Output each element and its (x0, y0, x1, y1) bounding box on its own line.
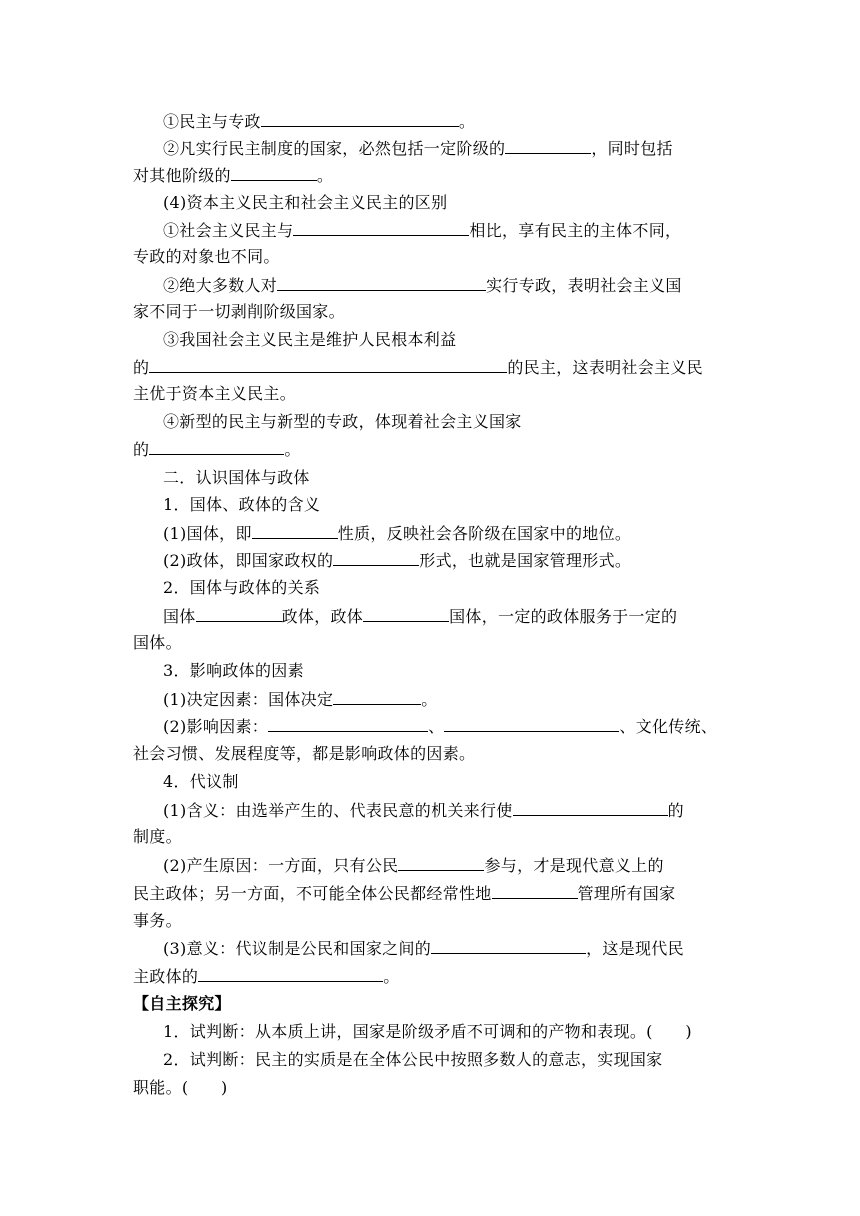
text-line: ③我国社会主义民主是维护人民根本利益 (163, 330, 457, 349)
section-heading: (4)资本主义民主和社会主义民主的区别 (163, 193, 448, 212)
text: 的民主，这表明社会主义民 (507, 358, 703, 377)
text-line: 主优于资本主义民主。 (133, 384, 297, 403)
text: 、 (428, 717, 445, 736)
answer-blank[interactable] (363, 606, 449, 622)
text-line (163, 689, 438, 710)
section-title: 二．认识国体与政体 (163, 468, 310, 487)
text: 。 (458, 112, 476, 131)
text-line: ④新型的民主与新型的专政，体现着社会主义国家 (163, 412, 522, 431)
text-line (133, 883, 675, 904)
answer-blank[interactable] (333, 550, 419, 566)
text: 主政体的 (133, 967, 199, 986)
text-line (163, 855, 664, 876)
answer-blank[interactable] (431, 938, 586, 954)
text: 的 (133, 440, 150, 459)
text: (2)影响因素： (163, 717, 269, 736)
text: 民主政体；另一方面，不可能全体公民都经常性地 (133, 884, 492, 903)
text: 实行专政，表明社会主义国 (486, 276, 682, 295)
text: (3)意义：代议制是公民和国家之间的 (163, 939, 432, 958)
subheading: 2．国体与政体的关系 (163, 578, 321, 597)
answer-blank[interactable] (198, 966, 383, 982)
text: 的 (667, 801, 684, 820)
text: (2)产生原因：一方面，只有公民 (163, 856, 399, 875)
text-line (163, 111, 475, 132)
text: ②绝大多数人对 (163, 276, 278, 295)
text-line: 国体。 (133, 633, 182, 652)
answer-blank[interactable] (277, 275, 486, 291)
text: (1)含义：由选举产生的、代表民意的机关来行使 (163, 801, 513, 820)
answer-blank[interactable] (492, 883, 578, 899)
text: (2)政体，即国家政权的 (163, 551, 334, 570)
text: (1)决定因素：国体决定 (163, 690, 334, 709)
answer-blank[interactable] (505, 138, 591, 154)
question: 2．试判断：民主的实质是在全体公民中按照多数人的意志，实现国家 (163, 1050, 663, 1069)
answer-blank[interactable] (231, 165, 317, 181)
text-line: 制度。 (133, 827, 182, 846)
question: 职能。( ) (133, 1078, 228, 1097)
text-line (163, 550, 631, 571)
text: ②凡实行民主制度的国家，必然包括一定阶级的 (163, 139, 506, 158)
text-line: 事务。 (133, 911, 182, 930)
text-line (163, 523, 631, 544)
text-line: 家不同于一切剥削阶级国家。 (133, 302, 345, 321)
question: 1．试判断：从本质上讲，国家是阶级矛盾不可调和的产物和表现。( ) (163, 1022, 692, 1041)
text: ，同时包括 (591, 139, 673, 158)
text: ①民主与专政 (163, 112, 261, 131)
text: ①社会主义民主与 (163, 221, 294, 240)
text-line (163, 138, 673, 159)
text: 。 (316, 166, 334, 185)
text: 国体，一定的政体服务于一定的 (449, 607, 678, 626)
answer-blank[interactable] (513, 800, 668, 816)
answer-blank[interactable] (333, 689, 421, 705)
answer-blank[interactable] (261, 111, 459, 127)
text-line (133, 165, 333, 186)
text-line: 专政的对象也不同。 (133, 247, 280, 266)
answer-blank[interactable] (268, 716, 428, 732)
subheading: 1．国体、政体的含义 (163, 495, 321, 514)
text: ，这是现代民 (586, 939, 684, 958)
text-line (133, 357, 703, 378)
answer-blank[interactable] (149, 439, 284, 455)
answer-blank[interactable] (196, 606, 282, 622)
text: 政体，政体 (281, 607, 364, 626)
text-line (163, 938, 684, 959)
text: 。 (284, 440, 301, 459)
text-line (163, 716, 717, 737)
text-line (163, 275, 682, 296)
text-line (133, 966, 400, 987)
text: 相比，享有民主的主体不同， (469, 221, 682, 240)
text-line: 社会习惯、发展程度等，都是影响政体的因素。 (133, 744, 476, 763)
answer-blank[interactable] (293, 220, 469, 236)
answer-blank[interactable] (149, 357, 507, 373)
text: 国体 (163, 607, 196, 626)
section-title: 【自主探究】 (133, 994, 231, 1013)
text: 。 (421, 690, 438, 709)
answer-blank[interactable] (444, 716, 619, 732)
text: 的 (133, 358, 150, 377)
text-line (163, 800, 684, 821)
answer-blank[interactable] (252, 523, 338, 539)
text: 管理所有国家 (577, 884, 676, 903)
text-line (133, 439, 301, 460)
text: 。 (383, 967, 400, 986)
subheading: 3．影响政体的因素 (163, 661, 304, 680)
text: 、文化传统、 (619, 717, 718, 736)
subheading: 4．代议制 (163, 772, 239, 791)
text-line (163, 606, 677, 627)
text: 性质，反映社会各阶级在国家中的地位。 (337, 524, 632, 543)
text: 形式，也就是国家管理形式。 (419, 551, 632, 570)
text: (1)国体，即 (163, 524, 252, 543)
text: 参与，才是现代意义上的 (484, 856, 664, 875)
answer-blank[interactable] (398, 855, 484, 871)
text-line (163, 220, 681, 241)
text: 对其他阶级的 (133, 166, 231, 185)
